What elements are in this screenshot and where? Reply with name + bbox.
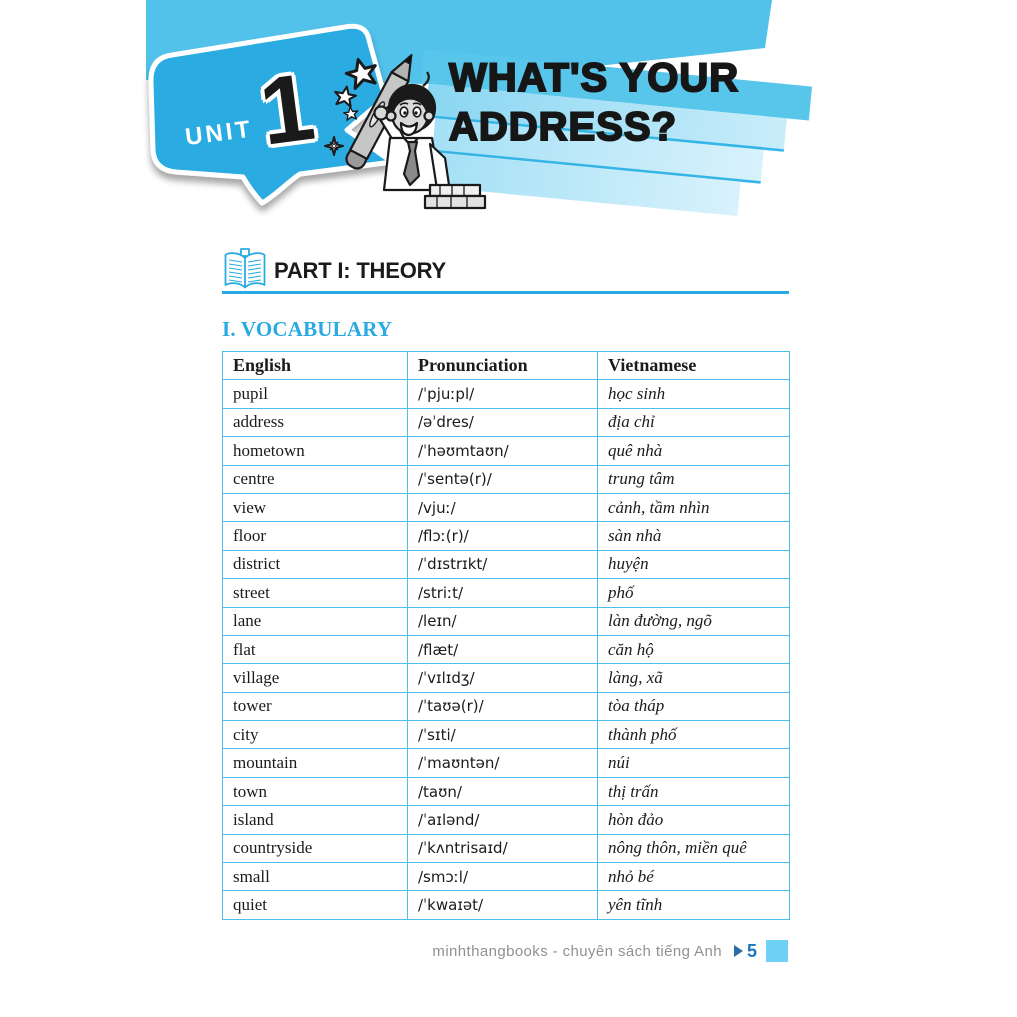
vocab-cell-pronunciation: /flæt/ xyxy=(408,635,598,663)
open-book-icon xyxy=(222,248,268,292)
vocab-cell-vietnamese: nông thôn, miền quê xyxy=(598,834,790,862)
vocab-table xyxy=(222,351,790,920)
vocab-cell-english: address xyxy=(223,408,408,436)
vocab-cell-english: street xyxy=(223,579,408,607)
vocab-cell-english: flat xyxy=(223,635,408,663)
boy-ear xyxy=(425,112,434,121)
vocab-cell-pronunciation: /smɔːl/ xyxy=(408,863,598,891)
vocab-row xyxy=(223,635,790,663)
vocab-row xyxy=(223,380,790,408)
vocab-cell-pronunciation: /ˈsɪti/ xyxy=(408,721,598,749)
vocab-cell-pronunciation: /leɪn/ xyxy=(408,607,598,635)
vocab-cell-english: island xyxy=(223,806,408,834)
vocab-cell-english: town xyxy=(223,777,408,805)
vocab-cell-vietnamese: yên tĩnh xyxy=(598,891,790,919)
vocab-cell-english: floor xyxy=(223,522,408,550)
part-title: PART I: THEORY xyxy=(274,258,446,283)
vocab-cell-pronunciation: /ˈsentə(r)/ xyxy=(408,465,598,493)
vocab-cell-vietnamese: huyện xyxy=(598,550,790,578)
vocab-cell-pronunciation: /ˈpjuːpl/ xyxy=(408,380,598,408)
boy-hand xyxy=(375,107,388,120)
unit-number: 1 xyxy=(253,53,321,166)
vocab-row xyxy=(223,522,790,550)
vocab-row xyxy=(223,408,790,436)
vocab-cell-english: lane xyxy=(223,607,408,635)
vocab-row xyxy=(223,891,790,919)
col-header-pronunciation: Pronunciation xyxy=(408,352,598,380)
vocab-cell-pronunciation: /ˈtaʊə(r)/ xyxy=(408,692,598,720)
part-underline xyxy=(222,291,789,294)
col-header-english: English xyxy=(223,352,408,380)
vocab-header-row xyxy=(223,352,790,380)
vocab-cell-vietnamese: căn hộ xyxy=(598,635,790,663)
vocab-cell-english: mountain xyxy=(223,749,408,777)
vocab-row xyxy=(223,777,790,805)
vocab-cell-english: pupil xyxy=(223,380,408,408)
vocab-cell-pronunciation: /taʊn/ xyxy=(408,777,598,805)
vocab-row xyxy=(223,607,790,635)
publisher-text: minhthangbooks - chuyên sách tiếng Anh xyxy=(432,942,722,960)
unit-label: UNIT xyxy=(183,115,255,152)
vocab-row xyxy=(223,493,790,521)
vocab-cell-pronunciation: /ˈdɪstrɪkt/ xyxy=(408,550,598,578)
vocab-section-title: I. VOCABULARY xyxy=(222,317,393,341)
vocab-cell-pronunciation: /ˈvɪlɪdʒ/ xyxy=(408,664,598,692)
boy-ear xyxy=(387,112,396,121)
vocab-cell-english: city xyxy=(223,721,408,749)
vocab-cell-pronunciation: /flɔː(r)/ xyxy=(408,522,598,550)
vocab-cell-pronunciation: /ˈkʌntrisaɪd/ xyxy=(408,834,598,862)
vocab-cell-english: hometown xyxy=(223,437,408,465)
vocab-cell-vietnamese: phố xyxy=(598,579,790,607)
vocab-row xyxy=(223,721,790,749)
vocab-row xyxy=(223,550,790,578)
vocab-row xyxy=(223,437,790,465)
vocab-cell-vietnamese: làn đường, ngõ xyxy=(598,607,790,635)
vocab-row xyxy=(223,465,790,493)
vocab-cell-pronunciation: /ˈaɪlənd/ xyxy=(408,806,598,834)
vocab-row xyxy=(223,749,790,777)
vocab-cell-vietnamese: quê nhà xyxy=(598,437,790,465)
vocab-cell-pronunciation: /vjuː/ xyxy=(408,493,598,521)
boy-hair-curl xyxy=(423,72,429,86)
vocab-row xyxy=(223,834,790,862)
vocab-cell-pronunciation: /ˈkwaɪət/ xyxy=(408,891,598,919)
unit-title-line1: WHAT'S YOUR xyxy=(449,56,740,100)
page-corner-square xyxy=(766,940,788,962)
vocab-cell-pronunciation: /striːt/ xyxy=(408,579,598,607)
vocab-cell-vietnamese: hòn đảo xyxy=(598,806,790,834)
vocab-cell-pronunciation: /ˈmaʊntən/ xyxy=(408,749,598,777)
part-heading xyxy=(222,248,789,296)
page-footer xyxy=(432,939,788,963)
vocab-cell-vietnamese: học sinh xyxy=(598,380,790,408)
page-number: 5 xyxy=(746,940,757,961)
vocab-cell-vietnamese: thị trấn xyxy=(598,777,790,805)
vocab-cell-english: tower xyxy=(223,692,408,720)
vocab-row xyxy=(223,806,790,834)
vocab-row xyxy=(223,863,790,891)
vocab-cell-vietnamese: làng, xã xyxy=(598,664,790,692)
vocab-cell-vietnamese: trung tâm xyxy=(598,465,790,493)
vocab-cell-english: centre xyxy=(223,465,408,493)
vocab-cell-vietnamese: địa chỉ xyxy=(598,408,790,436)
vocab-cell-vietnamese: thành phố xyxy=(598,721,790,749)
vocab-cell-english: small xyxy=(223,863,408,891)
unit-title-line2: ADDRESS? xyxy=(449,105,678,149)
vocab-cell-english: district xyxy=(223,550,408,578)
vocab-row xyxy=(223,579,790,607)
vocab-cell-english: view xyxy=(223,493,408,521)
vocab-row xyxy=(223,692,790,720)
books-stack xyxy=(425,185,485,208)
vocab-cell-pronunciation: /əˈdres/ xyxy=(408,408,598,436)
vocab-cell-vietnamese: cảnh, tầm nhìn xyxy=(598,493,790,521)
col-header-vietnamese: Vietnamese xyxy=(598,352,790,380)
vocab-cell-vietnamese: nhỏ bé xyxy=(598,863,790,891)
vocab-cell-english: quiet xyxy=(223,891,408,919)
vocab-cell-english: village xyxy=(223,664,408,692)
vocab-row xyxy=(223,664,790,692)
vocab-cell-vietnamese: núi xyxy=(598,749,790,777)
vocab-cell-vietnamese: tòa tháp xyxy=(598,692,790,720)
vocab-cell-pronunciation: /ˈhəʊmtaʊn/ xyxy=(408,437,598,465)
vocab-cell-english: countryside xyxy=(223,834,408,862)
vocab-cell-vietnamese: sàn nhà xyxy=(598,522,790,550)
page-marker-arrow-icon xyxy=(734,945,743,957)
